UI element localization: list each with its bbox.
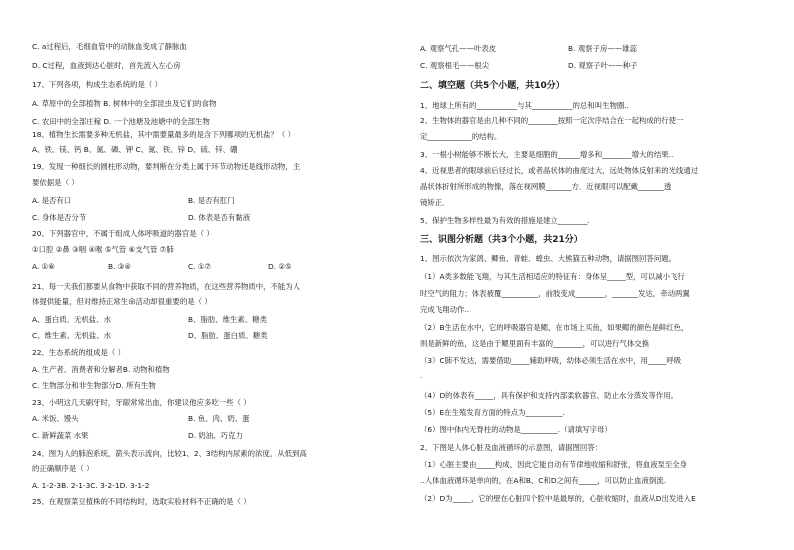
fill-q4-line2: 晶状体折射所形成的物像，落在视网膜_______方．近视眼可以配戴_______透 [420, 182, 672, 191]
q19-stem-line1: 19、发现一种细长的圆柱形动物，要判断在分类上属于环节动物还是线形动物，主 [32, 162, 301, 171]
fig-q1-2-line1: （2）B生活在水中，它的呼吸器官是鳃，在市场上买鱼，如果鳃的颜色是鲜红色， [420, 323, 689, 332]
q23-stem: 23、小明这几天刷牙时，牙龈常常出血，你建议他应多吃一些（ ） [32, 398, 251, 407]
q22-options-ab: A. 生产者、消费者和分解者B. 动物和植物 [32, 365, 170, 374]
q17-stem: 17、下列各项，构成生态系统的是（ ） [32, 80, 163, 89]
q23-option-b: B. 鱼、肉、奶、蛋 [188, 414, 250, 423]
q16-option-d: D. C过程，血液到达心脏时，首先流入左心房 [32, 61, 181, 70]
q24-options: A. 1-2-3B. 2-1-3C. 3-2-1D. 3-1-2 [32, 481, 150, 490]
fig-q2-2-line1: （2）D为_____，它的壁在心脏四个腔中是最厚的，心脏收缩时，血液从D出发进入E [420, 494, 696, 503]
fill-q1: 1、地球上所有的___________与其___________的总和叫生物圈.. [420, 101, 629, 110]
fig-q1-5: （5）E在生殖发育方面的特点为__________. [420, 408, 565, 417]
q21-option-d: D、脂肪、蛋白质、糖类 [188, 331, 268, 340]
q19-option-b: B. 是否有肛门 [188, 196, 235, 205]
fig-q1-1-line2: 时空气的阻力；体表被覆__________，前肢变成________，_______发达，牵动两翼 [420, 289, 690, 298]
q22-options-cd: C. 生物部分和非生物部分D. 所有生物 [32, 381, 156, 390]
q17-options-ab: A. 草原中的全部植物 B. 树林中的全部昆虫及它们的食物 [32, 99, 217, 108]
q24-stem-line1: 24、图为人的肺泡系统，箭头表示流向，比较1、2、3结构内尿素的浓度，从低到高 [32, 449, 307, 458]
q22-stem: 22、生态系统的组成是（ ） [32, 348, 126, 357]
q20-option-a: A. ①⑥ [32, 262, 55, 271]
fill-q5: 5、保护生物多样性最为有效的措施是建立________. [420, 216, 590, 225]
q25-option-d: D. 观察子叶——种子 [568, 61, 638, 70]
fig-q1-stem: 1、图示依次为家鸽、鲫鱼、青蛙、蝗虫、大熊猫五种动物，请据图回答问题。 [420, 254, 676, 263]
q23-option-d: D. 奶油、巧克力 [188, 431, 243, 440]
fig-q1-1-line1: （1）A类多数能飞翔，与其生活相适应的特征有：身体呈_____型，可以减小飞行 [420, 272, 685, 281]
fig-q1-1-line3: 完成飞翔动作.. [420, 305, 470, 314]
q16-option-c: C. a过程后，毛细血管中的动脉血变成了静脉血 [32, 42, 187, 51]
q21-option-a: A、蛋白质、无机盐、水 [32, 315, 111, 324]
q19-option-c: C. 身体是否分节 [32, 213, 87, 222]
fill-q4-line3: 镜矫正． [420, 198, 450, 207]
q25-option-c: C. 观察根毛——根尖 [420, 61, 489, 70]
q17-options-cd: C. 农田中的全部庄稼 D. 一个池塘及池塘中的全部生物 [32, 117, 210, 126]
q21-option-c: C、维生素、无机盐、水 [32, 331, 112, 340]
q18-stem: 18、植物生长需要多种无机盐，其中需要量最多的是含下列哪项的无机盐？（ ） [32, 130, 296, 139]
q24-stem-line2: 的正确顺序是（ ） [32, 464, 94, 473]
fig-q1-6: （6）图中体内无脊柱的动物是__________.（请填写字母） [420, 425, 612, 434]
q20-option-d: D. ②⑤ [268, 262, 292, 271]
fill-q2-line1: 2、生物体的器官是由几种不同的________按照一定次序结合在一起构成的行使一 [420, 116, 684, 125]
q25-option-a: A. 观察气孔——叶表皮 [420, 44, 497, 53]
q23-option-c: C. 新鲜蔬菜 水果 [32, 431, 89, 440]
section2-title: 二、填空题（共5个小题，共10分） [420, 81, 565, 91]
fig-q1-3-line2: . [420, 371, 423, 380]
q20-stem: 20、下列器官中，不属于组成人体呼吸道的器官是（ ） [32, 229, 214, 238]
fill-q3: 3、一根小树能够不断长大，主要是细胞的______增多和________增大的结果.. [420, 150, 674, 159]
q21-stem-line1: 21、每一天我们都要从食物中获取不同的营养物质，在这些营养物质中，不能为人 [32, 282, 301, 291]
q21-stem-line2: 体提供能量，但对维持正常生命活动却很重要的是（ ） [32, 297, 212, 306]
fill-q4-line1: 4、近视患者的眼球前后径过长，或者晶状体的曲度过大，远处物体反射来的光线通过 [420, 166, 699, 175]
fill-q2-line2: 定____________的结构。 [420, 132, 502, 141]
q23-option-a: A. 米饭、馒头 [32, 414, 79, 423]
q25-option-b: B. 观察子房——雄蕊 [568, 44, 637, 53]
q18-options: A、铁、镁、钙 B、氮、磷、钾 C、氮、铁、锌 D、硫、锌、硼 [32, 145, 238, 154]
q19-option-a: A. 是否有口 [32, 196, 72, 205]
q20-option-b: B. ③④ [108, 262, 132, 271]
fig-q2-1-line2: ..人体血液循环是单向的，在A和B、C和D之间有_____，可以防止血液倒流. [420, 476, 667, 485]
q25-stem: 25、在观察菜豆植株的不同结构时，选取实验材料不正确的是（ ） [32, 497, 251, 506]
q19-stem-line2: 要依据是（ ） [32, 178, 79, 187]
q19-option-d: D. 体表是否有黏液 [188, 213, 251, 222]
fig-q2-stem: 2、下图是人体心脏及血液循环的示意图，请据图回答： [420, 443, 603, 452]
fig-q2-1-line1: （1）心脏主要由_____构成，因此它能自动有节律地收缩和舒张，将血液泵至全身 [420, 460, 688, 469]
fig-q1-2-line2: 则是新鲜的鱼，这是由于鳃里面有丰富的________，可以进行气体交换 [420, 339, 650, 348]
q21-option-b: B、脂肪、维生素、糖类 [188, 315, 267, 324]
fig-q1-3-line1: （3）C肺不发达，需要借助_____辅助呼吸，幼体必须生活在水中，用_____呼吸 [420, 356, 682, 365]
q20-option-c: C. ①⑦ [188, 262, 212, 271]
q20-parts: ①口腔 ②鼻 ③咽 ④喉 ⑤气管 ⑥支气管 ⑦肺 [32, 245, 174, 254]
section3-title: 三、识图分析题（共3个小题，共21分） [420, 235, 583, 245]
fig-q1-4: （4）D的体表有_____，具有保护和支持内部柔软器官、防止水分蒸发等作用。 [420, 391, 678, 400]
